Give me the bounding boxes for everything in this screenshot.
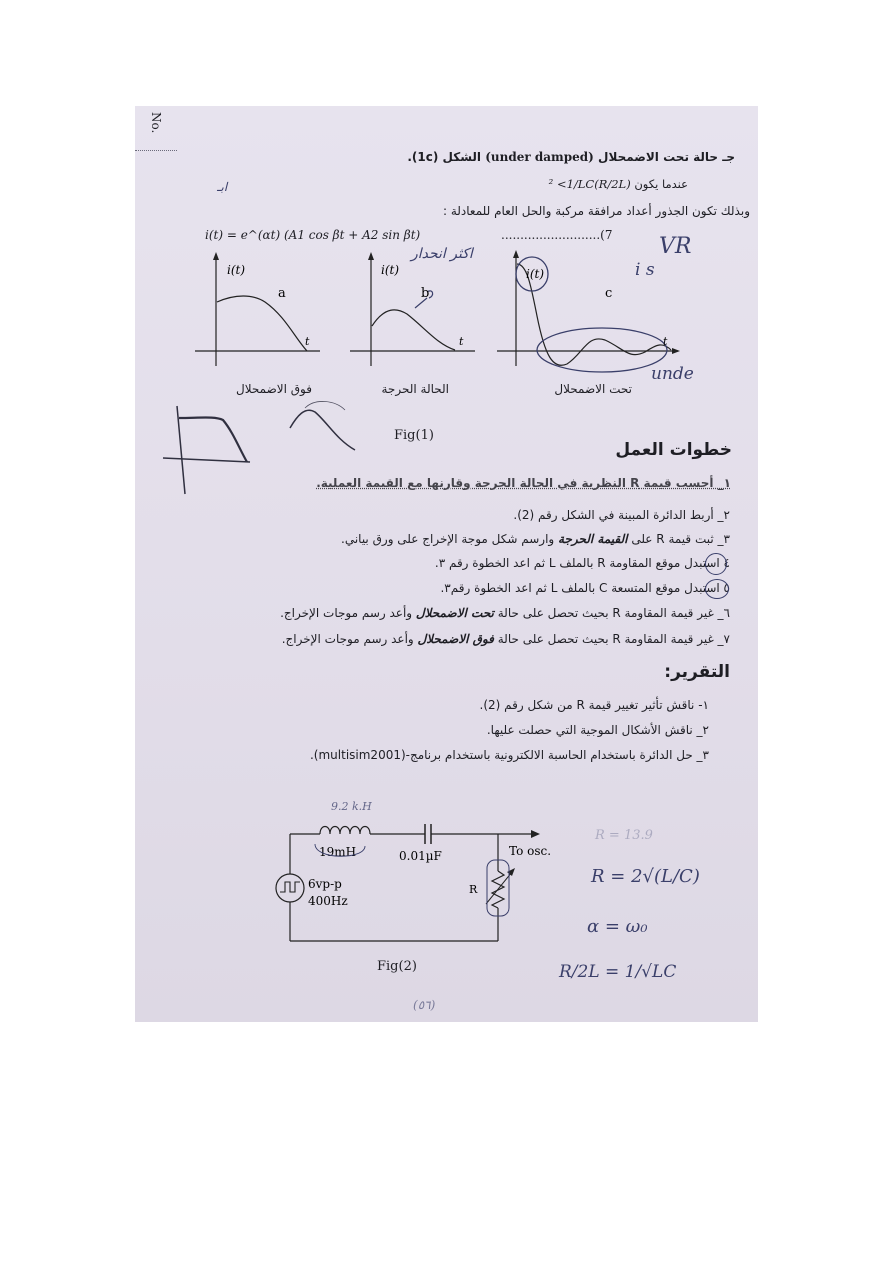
handwritten-vr: VR bbox=[659, 234, 692, 259]
fig1b-curve bbox=[372, 310, 455, 350]
fig1a-y-label: i(t) bbox=[227, 263, 246, 277]
roots-sentence: وبذلك تكون الجذور أعداد مرافقة مركبة والحل العام للمعادلة : bbox=[442, 204, 750, 218]
fig2-circuit bbox=[265, 816, 565, 951]
fig1b-y-arrow bbox=[368, 252, 374, 260]
fig1a-y-arrow bbox=[213, 252, 219, 260]
scanned-page bbox=[135, 106, 758, 1022]
step-5-hand-circle bbox=[705, 579, 729, 599]
capacitor-label: 0.01µF bbox=[399, 849, 442, 863]
fig1-caption: Fig(1) bbox=[394, 428, 434, 443]
fig1c-t-arrow bbox=[672, 348, 680, 354]
report-item-1: ١- ناقش تأثير تغيير قيمة R من شكل رقم (2). bbox=[479, 698, 709, 712]
fig1c-label: c bbox=[605, 286, 613, 301]
variable-arrow bbox=[486, 872, 512, 904]
report-item-2: ٢_ ناقش الأشكال الموجية التي حصلت عليها. bbox=[486, 723, 709, 737]
handwritten-r-faded: R = 13.9 bbox=[595, 828, 653, 843]
general-solution-equation: i(t) = e^(αt) (A1 cos βt + A2 sin βt) bbox=[205, 228, 421, 242]
report-heading: التقرير: bbox=[664, 662, 730, 682]
steps-heading: خطوات العمل bbox=[615, 440, 732, 460]
fig1-caption-under: تحت الاضمحلال bbox=[554, 382, 632, 396]
fig1a-label: a bbox=[278, 286, 286, 301]
fig1b-y-label: i(t) bbox=[381, 263, 400, 277]
handwritten-is: i s bbox=[635, 260, 655, 280]
step-5: ٥ استبدل موقع المتسعة C بالملف L ثم اعد الخطوة رقم٣. bbox=[440, 581, 730, 595]
output-arrow bbox=[531, 830, 540, 838]
step-6: ٦_ غير قيمة المقاومة R بحيث تحصل على حالة تحت الاضمحلال وأعد رسم موجات الإخراج. bbox=[280, 606, 730, 620]
output-label: To osc. bbox=[509, 844, 552, 858]
step-3: ٣_ ثبت قيمة R على القيمة الحرجة وارسم شكل موجة الإخراج على ورق بياني. bbox=[341, 532, 730, 546]
handwritten-b-note: اكثر انحدار bbox=[411, 246, 473, 262]
condition-line: عندما يكون (R/2L)² <1/LC bbox=[548, 177, 688, 191]
handwritten-alpha: α = ω₀ bbox=[587, 916, 648, 937]
handwritten-page-number: (٥٦) bbox=[413, 998, 436, 1012]
fig2-hand-label: 9.2 k.H bbox=[331, 800, 372, 813]
step-4-hand-circle bbox=[705, 553, 727, 575]
resistor-label: R bbox=[469, 883, 478, 896]
source-frequency-label: 400Hz bbox=[308, 894, 348, 908]
fig1c-y-label: i(t) bbox=[526, 267, 545, 281]
section-title: جـ حالة تحت الاضمحلال (under damped) الشكل (1c). bbox=[407, 150, 735, 164]
inductor-symbol bbox=[320, 827, 370, 835]
handwritten-unde: unde bbox=[651, 364, 694, 384]
fig2-caption: Fig(2) bbox=[377, 959, 417, 974]
margin-number-label: No. bbox=[149, 112, 163, 134]
equation-number: ..........................(7 bbox=[501, 228, 613, 242]
step-7: ٧_ غير قيمة المقاومة R بحيث تحصل على حالة فوق الاضمحلال وأعد رسم موجات الإخراج. bbox=[281, 632, 730, 646]
fig1a-t-label: t bbox=[305, 335, 310, 348]
step-2: ٢_ أربط الدائرة المبينة في الشكل رقم (2). bbox=[513, 508, 730, 522]
fig1a-curve bbox=[217, 296, 307, 351]
fig1c-y-arrow bbox=[513, 250, 519, 258]
handwritten-r-formula: R = 2√(L/C) bbox=[591, 866, 700, 887]
step-1: ١_ أحسب قيمة R النظرية في الحالة الحرجة وقارنها مع القيمة العملية. bbox=[316, 476, 731, 490]
fig1b-t-label: t bbox=[459, 335, 464, 348]
fig1b-label: b bbox=[421, 286, 430, 301]
margin-dotted-rule bbox=[135, 150, 177, 151]
source-voltage-label: 6vp-p bbox=[308, 877, 342, 891]
report-item-3: ٣_ حل الدائرة باستخدام الحاسبة الالكترونية باستخدام برنامج-(multisim2001). bbox=[309, 748, 709, 762]
step-4: ٤ استبدل موقع المقاومة R بالملف L ثم اعد الخطوة رقم ٣. bbox=[434, 556, 730, 570]
fig1-caption-critical: الحالة الحرجة bbox=[381, 382, 449, 396]
handwritten-ratio: R/2L = 1/√LC bbox=[559, 962, 677, 982]
fig1-caption-over: فوق الاضمحلال bbox=[236, 382, 312, 396]
top-scribble: ابـ bbox=[217, 180, 228, 194]
inductor-label: 19mH bbox=[319, 845, 357, 859]
fig1c-t-label: t bbox=[663, 335, 668, 348]
